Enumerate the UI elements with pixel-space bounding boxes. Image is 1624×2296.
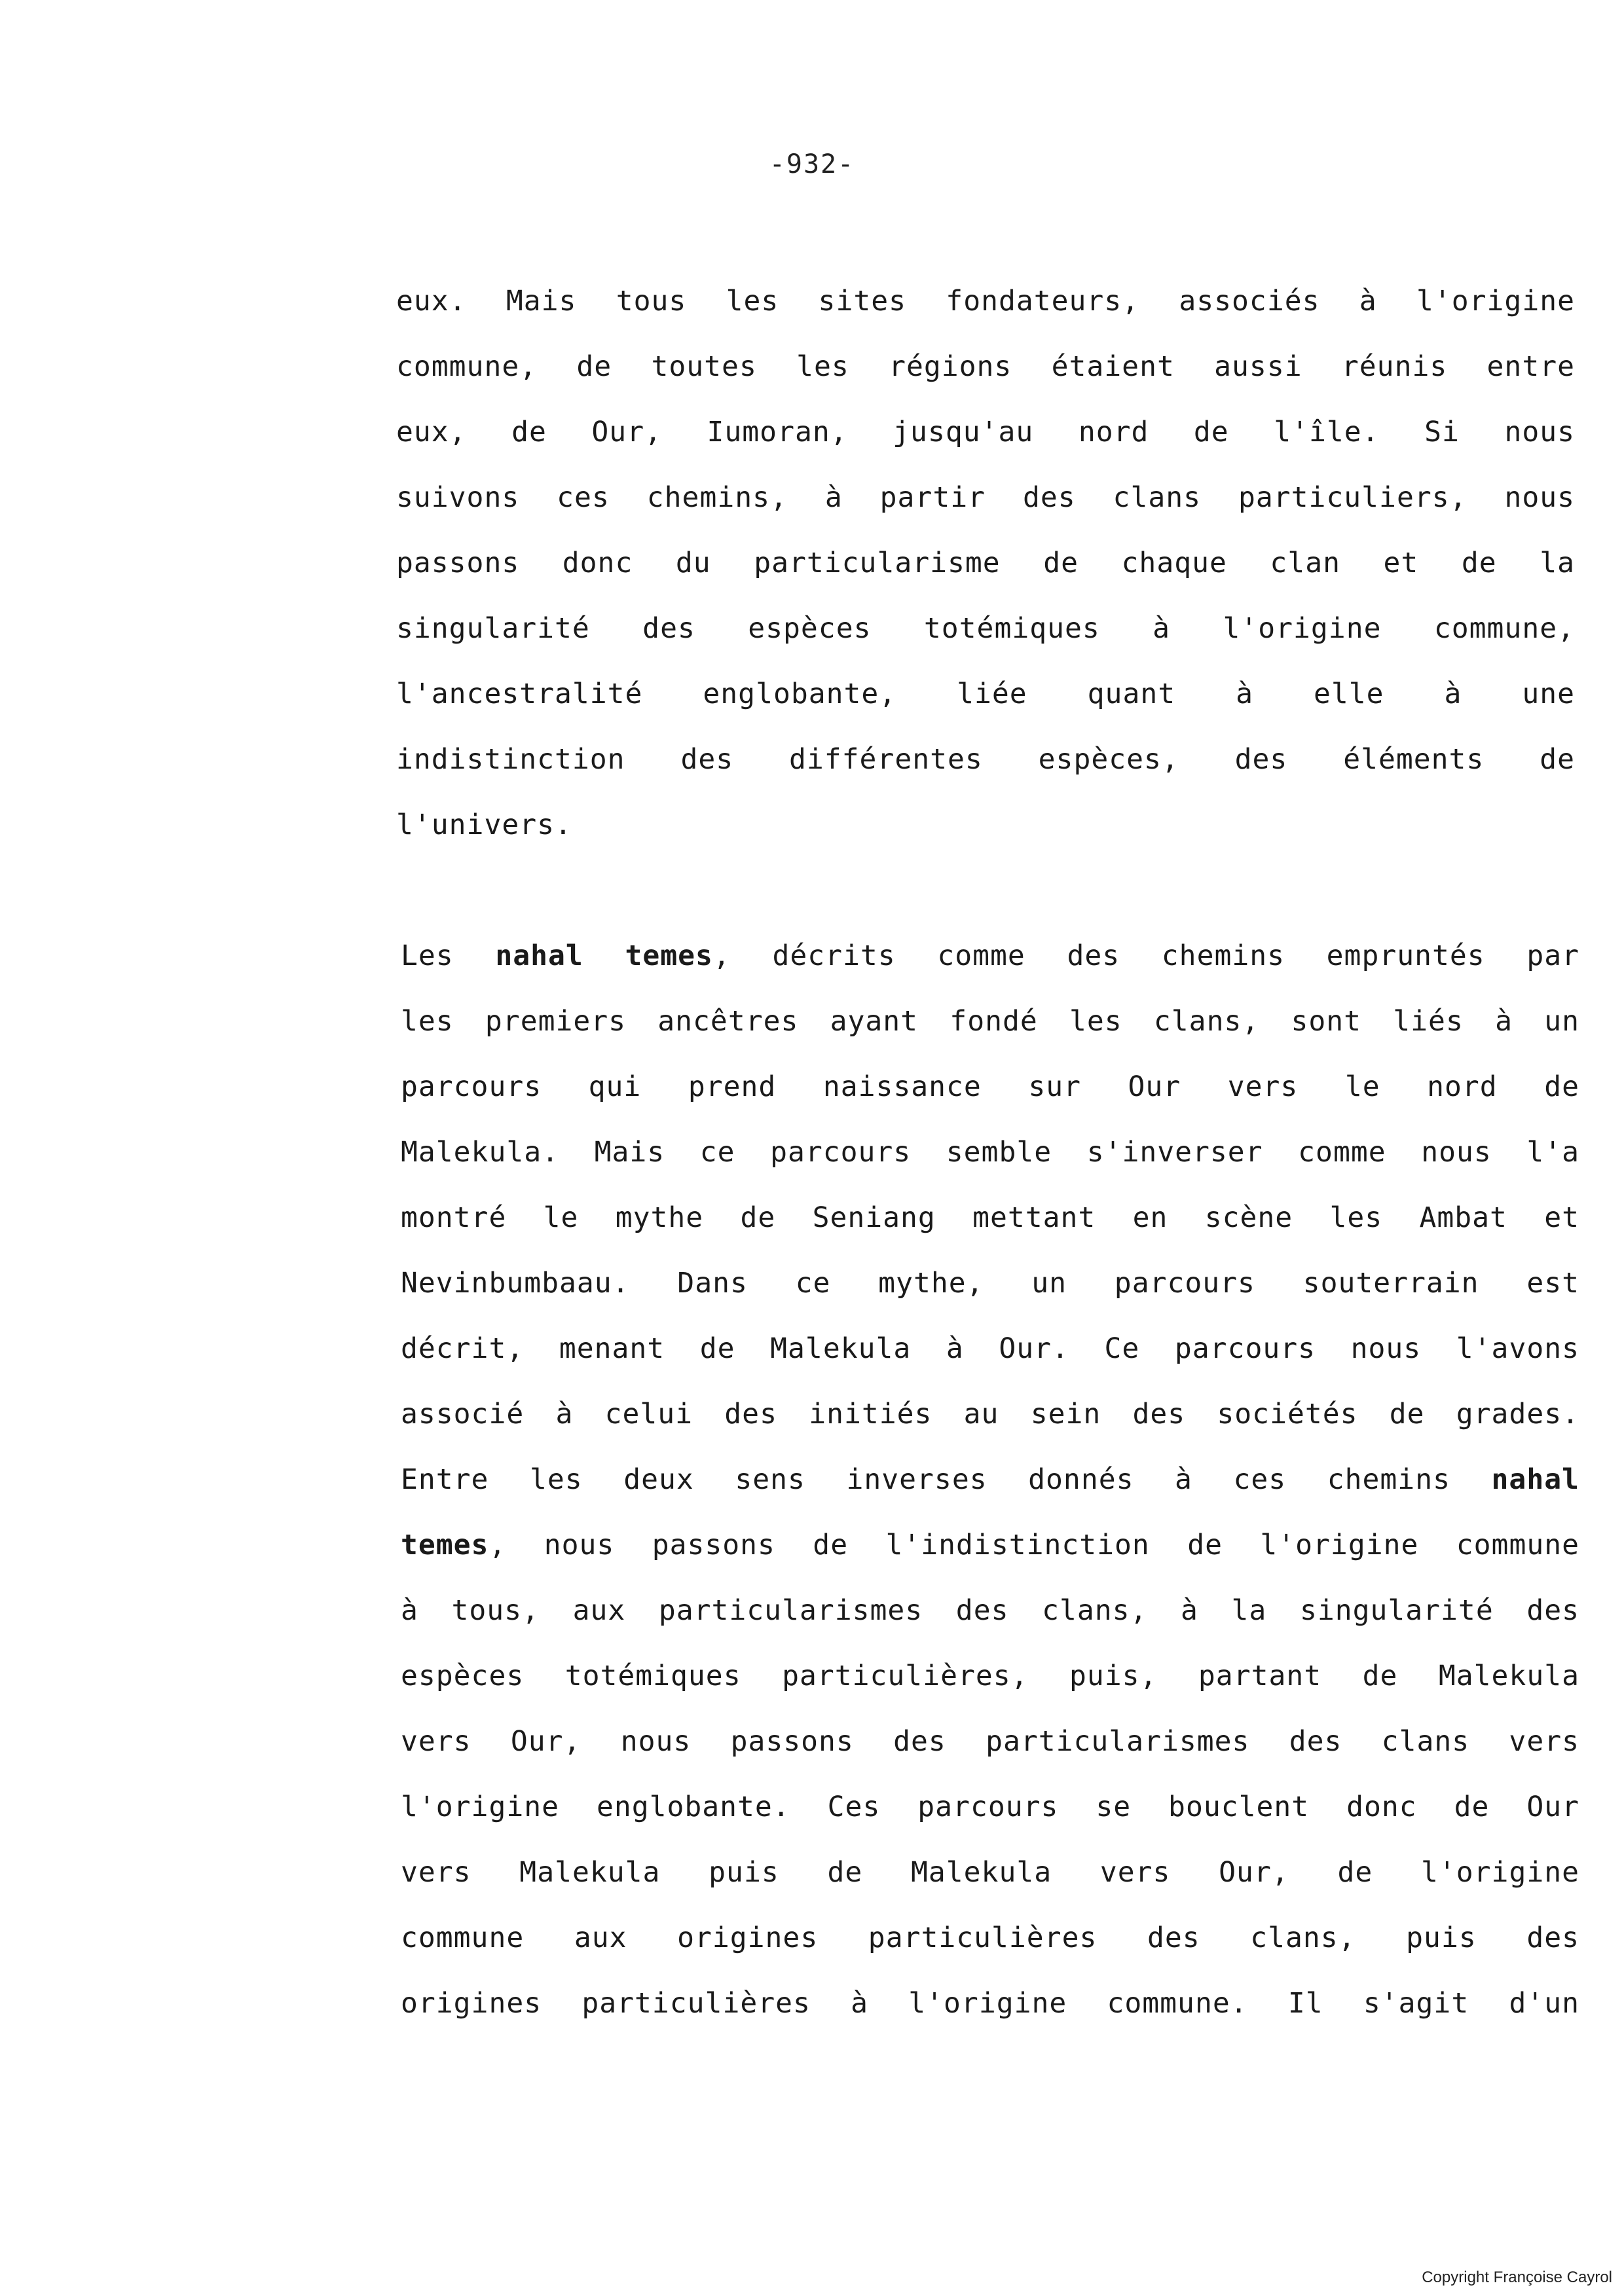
emphasized-term: nahal [1491, 1463, 1579, 1496]
text-line: vers Our, nous passons des particularismes des clans vers [401, 1725, 1579, 1758]
text-line: singularité des espèces totémiques à l'origine commune, [396, 612, 1575, 645]
text-segment: Les [401, 939, 496, 972]
text-line: les premiers ancêtres ayant fondé les clans, sont liés à un [401, 1005, 1579, 1038]
text-line: passons donc du particularisme de chaque clan et de la [396, 547, 1575, 579]
text-line: l'origine englobante. Ces parcours se bouclent donc de Our [401, 1791, 1579, 1823]
text-line: commune aux origines particulières des clans, puis des [401, 1922, 1579, 1954]
text-line: indistinction des différentes espèces, des éléments de [396, 743, 1575, 776]
text-line: à tous, aux particularismes des clans, à la singularité des [401, 1594, 1579, 1627]
text-line: l'ancestralité englobante, liée quant à elle à une [396, 678, 1575, 710]
text-line: eux, de Our, Iumoran, jusqu'au nord de l'île. Si nous [396, 416, 1575, 448]
emphasized-term: temes [401, 1529, 489, 1561]
text-line: commune, de toutes les régions étaient aussi réunis entre [396, 350, 1575, 383]
text-segment: Entre les deux sens inverses donnés à ces chemins [401, 1463, 1492, 1496]
text-line: associé à celui des initiés au sein des sociétés de grades. [401, 1398, 1579, 1430]
text-line: l'univers. [396, 809, 572, 841]
paragraph-2 [401, 923, 1579, 2036]
copyright-notice: Copyright Françoise Cayrol [1422, 2269, 1612, 2286]
text-line: vers Malekula puis de Malekula vers Our, de l'origine [401, 1856, 1579, 1889]
text-line: montré le mythe de Seniang mettant en scène les Ambat et [401, 1201, 1579, 1234]
text-line: Nevinbumbaau. Dans ce mythe, un parcours souterrain est [401, 1267, 1579, 1300]
text-segment: , décrits comme des chemins empruntés par [712, 939, 1579, 972]
text-line: parcours qui prend naissance sur Our vers le nord de [401, 1070, 1579, 1103]
text-line [401, 923, 1579, 989]
text-line [401, 1512, 1579, 1578]
paragraph-1 [396, 268, 1575, 858]
text-line: eux. Mais tous les sites fondateurs, associés à l'origine [396, 285, 1575, 318]
emphasized-term: nahal temes [495, 939, 713, 972]
text-line: origines particulières à l'origine commune. Il s'agit d'un [401, 1987, 1579, 2020]
text-line: décrit, menant de Malekula à Our. Ce parcours nous l'avons [401, 1332, 1579, 1365]
page-number: -932- [769, 149, 855, 179]
text-segment: , nous passons de l'indistinction de l'origine commune [489, 1529, 1579, 1561]
text-line [401, 1447, 1579, 1512]
text-line: espèces totémiques particulières, puis, partant de Malekula [401, 1660, 1579, 1692]
text-line: suivons ces chemins, à partir des clans particuliers, nous [396, 481, 1575, 514]
text-line: Malekula. Mais ce parcours semble s'inverser comme nous l'a [401, 1136, 1579, 1169]
